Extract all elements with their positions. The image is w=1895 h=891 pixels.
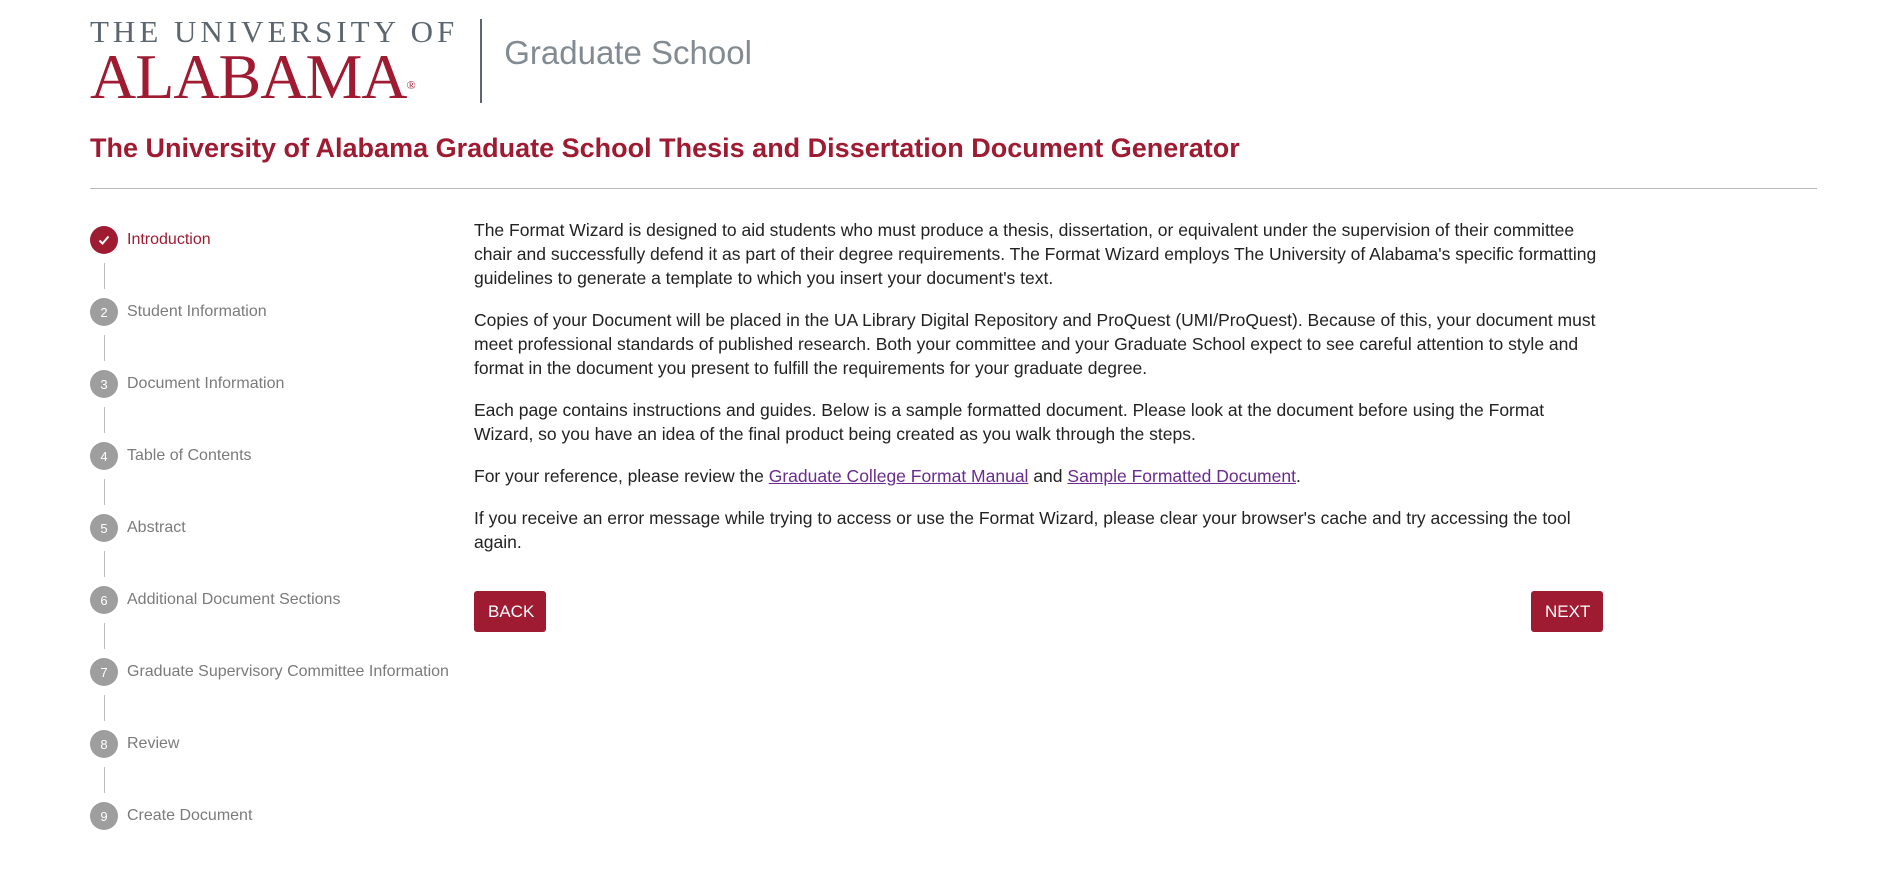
step-abstract[interactable] [90,514,186,542]
logo-main-text [90,41,458,112]
check-icon [90,226,118,254]
logo-top-text: THE UNIVERSITY OF [90,14,459,49]
intro-paragraph-2: Copies of your Document will be placed in the UA Library Digital Repository and ProQuest (UMI/ProQuest). Because of this, your document must meet professional standards of published research. Both your committee and your Graduate School expect to see careful attention to style and format in the document you present to fulfill the requirements for your graduate degree. [474,310,1596,378]
reference-prefix: For your reference, please review the [474,466,769,486]
step-table-of-contents[interactable] [90,442,252,470]
header-divider [90,188,1817,189]
step-label: Table of Contents [127,447,252,464]
step-label: Additional Document Sections [127,591,341,608]
step-label: Document Information [127,375,285,392]
step-connector [104,623,105,649]
step-label: Introduction [127,231,211,248]
step-connector [104,479,105,505]
sample-document-link[interactable]: Sample Formatted Document [1067,466,1296,486]
step-connector [104,407,105,433]
step-number: 9 [90,802,118,830]
logo-alabama: ALABAMA [90,41,407,112]
step-number: 3 [90,370,118,398]
intro-paragraph-1: The Format Wizard is designed to aid students who must produce a thesis, dissertation, or equivalent under the supervision of their committee chair and successfully defend it as part of their degree requirements. The Format Wizard employs The University of Alabama's specific formatting guidelines to generate a template to which you insert your document's text. [474,220,1597,288]
step-label: Create Document [127,807,253,824]
reference-suffix: . [1295,466,1301,486]
step-graduate-supervisory-committee[interactable] [90,658,449,686]
intro-paragraph-4 [474,464,1604,488]
step-connector [104,695,105,721]
step-connector [104,335,105,361]
next-button[interactable]: NEXT [1531,591,1603,632]
step-label: Review [127,735,180,752]
step-label: Graduate Supervisory Committee Information [127,663,449,680]
step-label: Student Information [127,303,267,320]
step-additional-document-sections[interactable] [90,586,340,614]
step-number: 7 [90,658,118,686]
page-title: The University of Alabama Graduate School Thesis and Dissertation Document Generator [90,133,1240,163]
reference-and: and [1028,466,1068,486]
registered-mark: ® [406,78,416,92]
step-introduction[interactable] [90,226,211,254]
step-number: 5 [90,514,118,542]
step-student-information[interactable] [90,298,267,326]
step-number: 8 [90,730,118,758]
introduction-content [474,218,1604,572]
intro-paragraph-5: If you receive an error message while trying to access or use the Format Wizard, please clear your browser's cache and try accessing the tool again. [474,508,1571,552]
step-connector [104,767,105,793]
step-document-information[interactable] [90,370,284,398]
step-review[interactable] [90,730,179,758]
logo-school-name: Graduate School [504,34,752,71]
step-number: 2 [90,298,118,326]
step-label: Abstract [127,519,186,536]
ua-graduate-school-logo[interactable] [90,14,752,112]
format-manual-link[interactable]: Graduate College Format Manual [768,466,1029,486]
step-create-document[interactable] [90,802,252,830]
step-connector [104,263,105,289]
ua-wordmark [90,14,459,112]
step-connector [104,551,105,577]
intro-paragraph-3: Each page contains instructions and guides. Below is a sample formatted document. Please look at the document before using the Format Wizard, so you have an idea of the final product being created as you walk through the steps. [474,400,1545,444]
logo-divider [480,19,482,103]
step-number: 4 [90,442,118,470]
back-button[interactable]: BACK [474,591,546,632]
step-number: 6 [90,586,118,614]
